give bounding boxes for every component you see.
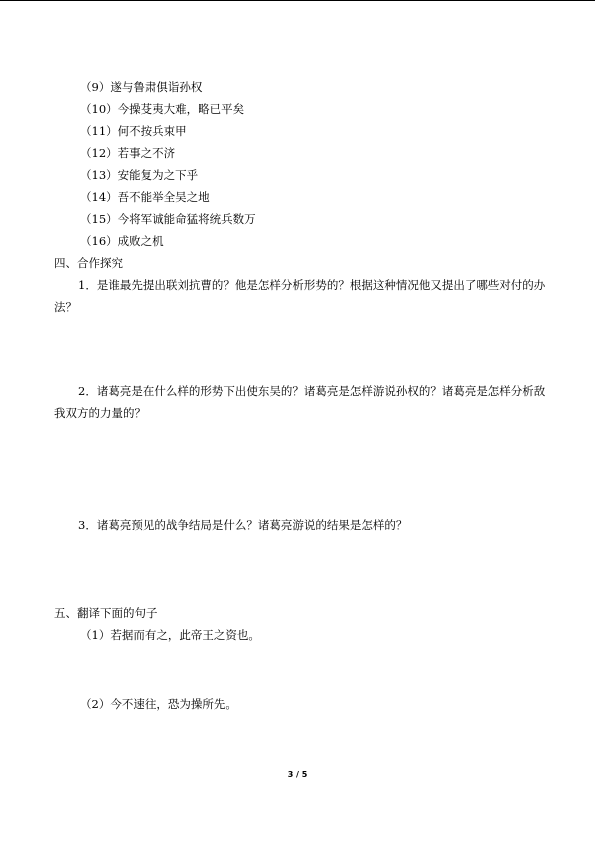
page-number: 3 / 5 <box>287 770 308 779</box>
question-1: 1．是谁最先提出联刘抗曹的？他是怎样分析形势的？根据这种情况他又提出了哪些对付的办法？ <box>54 278 546 314</box>
list-item: （12）若事之不济 <box>80 146 176 160</box>
question-3: 3．诸葛亮预见的战争结局是什么？诸葛亮游说的结果是怎样的？ <box>78 518 408 532</box>
list-item: （10）今操芟夷大难，略已平矣 <box>80 102 245 116</box>
question-2: 2．诸葛亮是在什么样的形势下出使东吴的？诸葛亮是怎样游说孙权的？诸葛亮是怎样分析敌我双方的力量的？ <box>54 384 546 420</box>
translation-item: （1）若据而有之，此帝王之资也。 <box>80 628 260 642</box>
top-border-line <box>0 0 595 1</box>
list-item: （16）成败之机 <box>80 234 164 248</box>
list-item: （14）吾不能举全吴之地 <box>80 190 210 204</box>
section-heading: 五、翻译下面的句子 <box>54 606 158 620</box>
list-item: （9）遂与鲁肃俱诣孙权 <box>80 80 203 94</box>
translation-item: （2）今不速往，恐为操所先。 <box>80 697 237 711</box>
section-heading: 四、合作探究 <box>54 256 123 270</box>
list-item: （13）安能复为之下乎 <box>80 168 199 182</box>
list-item: （11）何不按兵束甲 <box>80 124 187 138</box>
list-item: （15）今将军诚能命猛将统兵数万 <box>80 212 256 226</box>
